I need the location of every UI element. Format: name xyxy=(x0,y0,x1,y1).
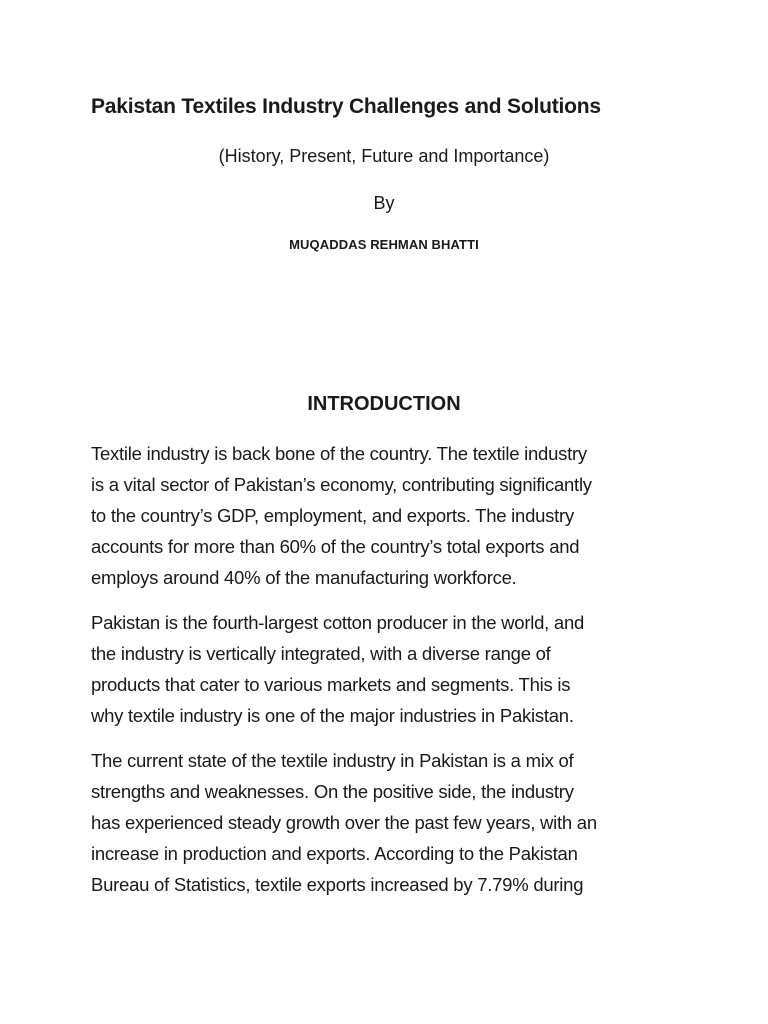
author-name: MUQADDAS REHMAN BHATTI xyxy=(289,237,479,252)
paragraph-line: Pakistan is the fourth-largest cotton producer in the world, and xyxy=(91,612,585,633)
paragraph-line: the industry is vertically integrated, with a diverse range of xyxy=(91,643,551,664)
paragraph-line: is a vital sector of Pakistan’s economy, contributing significantly xyxy=(91,474,592,495)
paragraph-3 xyxy=(91,745,691,900)
paragraph-line: employs around 40% of the manufacturing workforce. xyxy=(91,567,517,588)
paragraph-line: Bureau of Statistics, textile exports increased by 7.79% during xyxy=(91,874,584,895)
document-title: Pakistan Textiles Industry Challenges and Solutions xyxy=(91,95,601,118)
introduction-body xyxy=(91,438,691,914)
paragraph-line: products that cater to various markets and segments. This is xyxy=(91,674,571,695)
paragraph-line: increase in production and exports. According to the Pakistan xyxy=(91,843,578,864)
section-heading-introduction: INTRODUCTION xyxy=(307,393,461,415)
paragraph-2 xyxy=(91,607,691,731)
paragraph-line: to the country’s GDP, employment, and exports. The industry xyxy=(91,505,574,526)
paragraph-line: has experienced steady growth over the past few years, with an xyxy=(91,812,597,833)
paragraph-line: accounts for more than 60% of the country’s total exports and xyxy=(91,536,580,557)
byline-label: By xyxy=(373,193,395,213)
paragraph-line: strengths and weaknesses. On the positive side, the industry xyxy=(91,781,574,802)
document-subtitle: (History, Present, Future and Importance) xyxy=(218,146,550,166)
paragraph-1 xyxy=(91,438,691,593)
paragraph-line: Textile industry is back bone of the country. The textile industry xyxy=(91,443,587,464)
paragraph-line: why textile industry is one of the major industries in Pakistan. xyxy=(91,705,574,726)
paragraph-line: The current state of the textile industry in Pakistan is a mix of xyxy=(91,750,574,771)
